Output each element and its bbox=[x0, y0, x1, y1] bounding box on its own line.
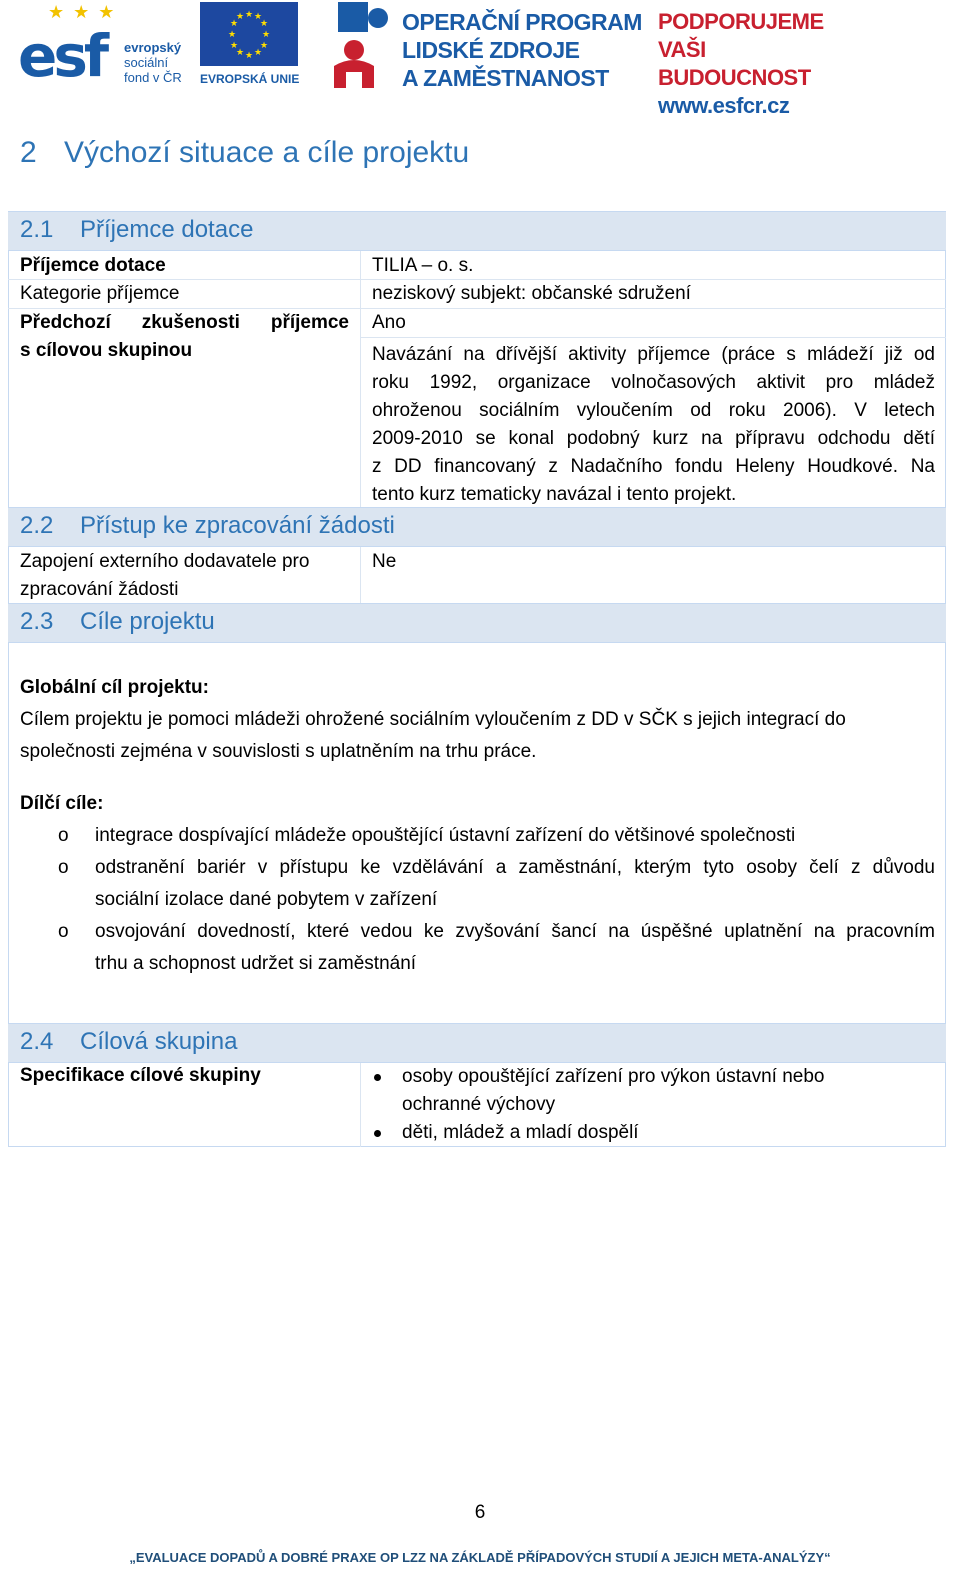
partial-goal-item-cont: trhu a schopnost udržet si zaměstnání bbox=[95, 953, 417, 974]
section-number: 2.2 bbox=[20, 512, 54, 539]
op-line3: A ZAMĚSTNANOST bbox=[402, 65, 609, 91]
section-number: 2.4 bbox=[20, 1028, 54, 1055]
category-value: neziskový subjekt: občanské sdružení bbox=[372, 283, 691, 304]
op-people-icon bbox=[334, 2, 390, 88]
support-text bbox=[658, 8, 858, 120]
experience-text-line: z DD financovaný z Nadačního fondu Heleny Houdkové. Na bbox=[372, 456, 935, 477]
section-number: 2.1 bbox=[20, 216, 54, 243]
logo-bar bbox=[18, 0, 858, 118]
svg-text:★: ★ bbox=[259, 41, 269, 51]
section-band-2-1 bbox=[8, 211, 946, 251]
svg-text:★: ★ bbox=[244, 10, 254, 20]
experience-text-line: tento kurz tematicky navázal i tento projekt. bbox=[372, 484, 737, 505]
column-divider bbox=[360, 1063, 361, 1147]
svg-text:★: ★ bbox=[261, 30, 271, 40]
svg-text:★: ★ bbox=[227, 30, 237, 40]
list-marker: o bbox=[58, 921, 69, 942]
svg-text:★: ★ bbox=[229, 41, 239, 51]
esf-stars-icon: ★ ★ ★ bbox=[48, 2, 117, 22]
svg-text:★: ★ bbox=[244, 51, 254, 61]
section-number: 2.3 bbox=[20, 608, 54, 635]
esf-line2: sociální bbox=[124, 55, 169, 70]
external-supplier-label-line2: zpracování žádosti bbox=[20, 579, 179, 600]
section-title: Příjemce dotace bbox=[80, 216, 254, 243]
section-title: Přístup ke zpracování žádosti bbox=[80, 512, 395, 539]
eu-flag-icon bbox=[200, 2, 298, 66]
recipient-value: TILIA – o. s. bbox=[372, 255, 474, 276]
recipient-label: Příjemce dotace bbox=[20, 255, 166, 276]
experience-text-line: Navázání na dřívější aktivity příjemce (práce s mládeží již od bbox=[372, 344, 935, 365]
row-divider bbox=[360, 337, 946, 338]
section-band-2-4 bbox=[8, 1023, 946, 1063]
support-url: www.esfcr.cz bbox=[658, 93, 790, 118]
bullet-icon bbox=[374, 1074, 381, 1081]
svg-text:★: ★ bbox=[259, 19, 269, 29]
svg-text:★: ★ bbox=[235, 48, 245, 58]
svg-text:★: ★ bbox=[229, 19, 239, 29]
support-line1: PODPORUJEME bbox=[658, 9, 824, 34]
svg-text:★: ★ bbox=[253, 12, 263, 22]
column-divider bbox=[360, 251, 361, 507]
experience-text-line: roku 1992, organizace volnočasových aktivit pro mládež bbox=[372, 372, 935, 393]
op-line1: OPERAČNÍ PROGRAM bbox=[402, 9, 642, 35]
op-text bbox=[402, 8, 642, 92]
experience-label-line1: Předchozí zkušenosti příjemce bbox=[20, 312, 349, 333]
partial-goal-item: odstranění bariér v přístupu ke vzdělávání a zaměstnání, kterým tyto osoby čelí z důvodu bbox=[95, 857, 935, 878]
target-group-item: děti, mládež a mladí dospělí bbox=[402, 1122, 639, 1143]
column-divider bbox=[360, 547, 361, 603]
esf-line3: fond v ČR bbox=[124, 70, 182, 85]
partial-goal-item-cont: sociální izolace dané pobytem v zařízení bbox=[95, 889, 438, 910]
target-group-label: Specifikace cílové skupiny bbox=[20, 1065, 261, 1086]
esf-text bbox=[124, 40, 182, 85]
op-line2: LIDSKÉ ZDROJE bbox=[402, 37, 580, 63]
esf-logo bbox=[18, 2, 198, 88]
section-band-2-3 bbox=[8, 603, 946, 643]
section-title: Cílová skupina bbox=[80, 1028, 238, 1055]
footer-text: „EVALUACE DOPADŮ A DOBRÉ PRAXE OP LZZ NA ZÁKLADĚ PŘÍPADOVÝCH STUDIÍ A JEJICH META-ANALÝZY“ bbox=[129, 1550, 831, 1565]
bullet-icon bbox=[374, 1130, 381, 1137]
support-line2: VAŠI BUDOUCNOST bbox=[658, 37, 811, 90]
chapter-number: 2 bbox=[20, 136, 37, 169]
list-marker: o bbox=[58, 857, 69, 878]
experience-label-line2: s cílovou skupinou bbox=[20, 340, 193, 361]
global-goal-text-line: společnosti zejména v souvislosti s uplatněním na trhu práce. bbox=[20, 741, 537, 762]
section-band-2-2 bbox=[8, 507, 946, 547]
experience-value-short: Ano bbox=[372, 312, 406, 333]
page-number: 6 bbox=[474, 1502, 486, 1523]
category-label: Kategorie příjemce bbox=[20, 283, 180, 304]
external-supplier-value: Ne bbox=[372, 551, 397, 572]
global-goal-label: Globální cíl projektu: bbox=[20, 677, 209, 698]
partial-goals-label: Dílčí cíle: bbox=[20, 793, 104, 814]
external-supplier-label-line1: Zapojení externího dodavatele pro bbox=[20, 551, 310, 572]
partial-goal-item: integrace dospívající mládeže opouštějící ústavní zařízení do většinové společnosti bbox=[95, 825, 796, 846]
chapter-title: Výchozí situace a cíle projektu bbox=[64, 136, 470, 169]
svg-text:★: ★ bbox=[235, 12, 245, 22]
chapter-heading bbox=[20, 136, 469, 170]
esf-letters: esf bbox=[18, 22, 106, 90]
section-title: Cíle projektu bbox=[80, 608, 215, 635]
eu-label: EVROPSKÁ UNIE bbox=[200, 72, 300, 86]
target-group-item: osoby opouštějící zařízení pro výkon ústavní nebo bbox=[402, 1066, 825, 1087]
list-marker: o bbox=[58, 825, 69, 846]
experience-text-line: 2009-2010 se konal podobný kurz na přípravu odchodu dětí bbox=[372, 428, 935, 449]
target-group-item-cont: ochranné výchovy bbox=[402, 1094, 556, 1115]
esf-line1: evropský bbox=[124, 40, 182, 55]
svg-text:★: ★ bbox=[253, 48, 263, 58]
partial-goal-item: osvojování dovedností, které vedou ke zvyšování šancí na úspěšné uplatnění na pracovním bbox=[95, 921, 935, 942]
experience-text-line: ohroženou sociálním vyloučením od roku 2006). V letech bbox=[372, 400, 935, 421]
eu-stars-icon bbox=[200, 2, 298, 66]
global-goal-text-line: Cílem projektu je pomoci mládeži ohrožené sociálním vyloučením z DD v SČK s jejich integrací do bbox=[20, 709, 846, 730]
